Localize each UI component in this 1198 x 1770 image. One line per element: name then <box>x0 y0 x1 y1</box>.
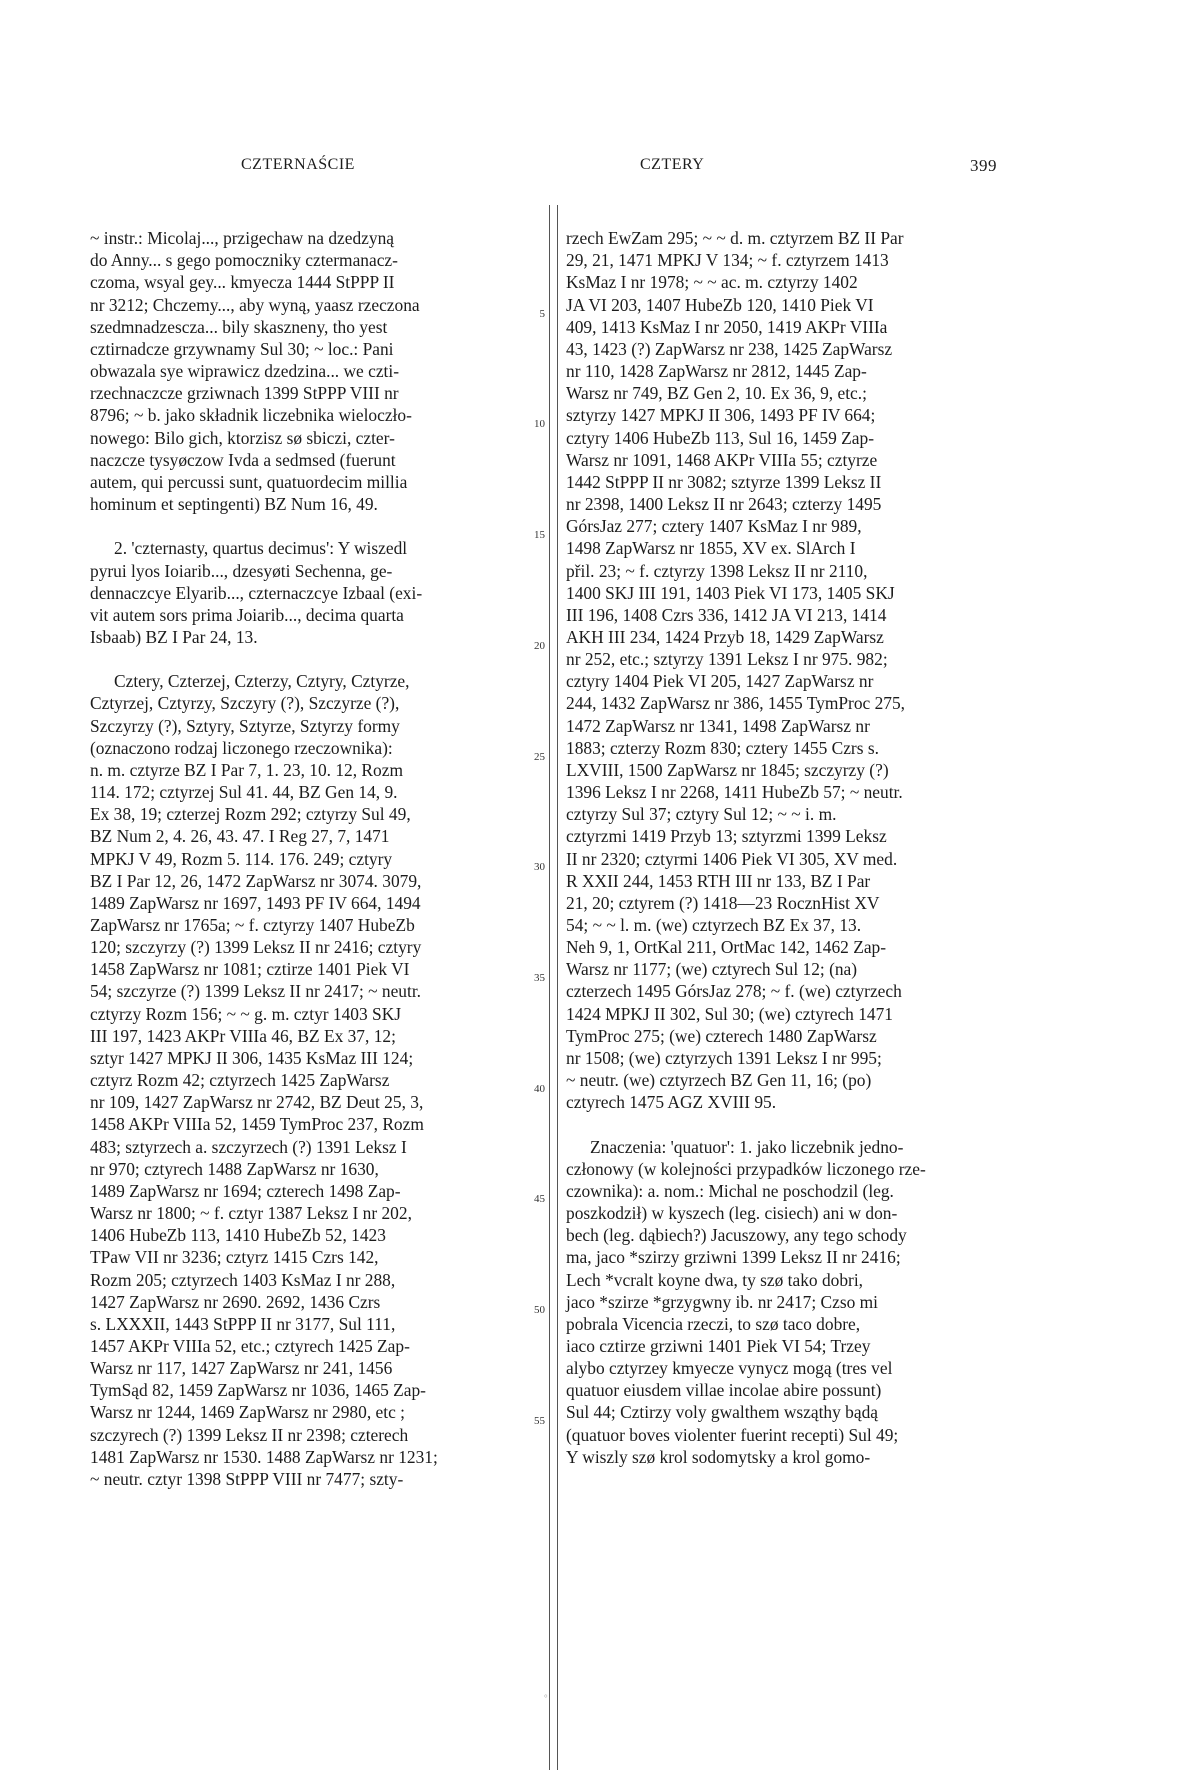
paragraph: rzech EwZam 295; ~ ~ d. m. cztyrzem BZ II Par 29, 21, 1471 MPKJ V 134; ~ f. cztyrzem 1413 KsMaz I nr 1978; ~ ~ ac. m. cztyrzy 1402 JA VI 203, 1407 HubeZb 120, 1410 Piek VI 409, 1413 KsMaz I nr 2050, 1419 AKPr VIIIa 43, 1423 (?) ZapWarsz nr 238, 1425 ZapWarsz nr 110, 1428 ZapWarsz nr 2812, 1445 Zap- Warsz nr 749, BZ Gen 2, 10. Ex 36, 9, etc.; sztyrzy 1427 MPKJ II 306, 1493 PF IV 664; cztyry 1406 HubeZb 113, Sul 16, 1459 Zap- Warsz nr 1091, 1468 AKPr VIIIa 55; cztyrze 1442 StPPP II nr 3082; sztyrze 1399 Leksz II nr 2398, 1400 Leksz II nr 2643; czterzy 1495 GórsJaz 277; cztery 1407 KsMaz I nr 989, 1498 ZapWarsz nr 1855, XV ex. SlArch I přil. 23; ~ f. cztyrzy 1398 Leksz II nr 2110, 1400 SKJ III 191, 1403 Piek VI 173, 1405 SKJ III 196, 1408 Czrs 336, 1412 JA VI 213, 1414 AKH III 234, 1424 Przyb 18, 1429 ZapWarsz nr 252, etc.; sztyrzy 1391 Leksz I nr 975. 982; cztyry 1404 Piek VI 205, 1427 ZapWarsz nr 244, 1432 ZapWarsz nr 386, 1455 TymProc 275, 1472 ZapWarsz nr 1341, 1498 ZapWarsz nr 1883; czterzy Rozm 830; cztery 1455 Czrs s. LXVIII, 1500 ZapWarsz nr 1845; szczyrzy (?) 1396 Leksz I nr 2268, 1411 HubeZb 57; ~ neutr. cztyrzy Sul 37; cztyry Sul 12; ~ ~ i. m. cztyrzmi 1419 Przyb 13; sztyrzmi 1399 Leksz II nr 2320; cztyrmi 1406 Piek VI 305, XV med. R XXII 244, 1453 RTH III nr 133, BZ I Par 21, 20; cztyrem (?) 1418—23 RocznHist XV 54; ~ ~ l. m. (we) cztyrzech BZ Ex 37, 13. Neh 9, 1, OrtKal 211, OrtMac 142, 1462 Zap- Warsz nr 1177; (we) cztyrech Sul 12; (na) czterzech 1495 GórsJaz 278; ~ f. (we) cztyrzech 1424 MPKJ II 302, Sul 30; (we) cztyrech 1471 TymProc 275; (we) czterech 1480 ZapWarsz nr 1508; (we) cztyrzych 1391 Leksz I nr 995; ~ neutr. (we) cztyrzech BZ Gen 11, 16; (po) cztyrech 1475 AGZ XVIII 95. <box>566 228 906 1113</box>
running-head-center: CZTERY <box>640 156 705 173</box>
line-number: 50 <box>534 1304 545 1316</box>
line-number: 35 <box>534 972 545 984</box>
line-number: 20 <box>534 640 545 652</box>
bottom-mark: ° <box>544 1693 548 1703</box>
column-left <box>90 205 538 1512</box>
column-right <box>566 205 1014 1490</box>
line-number: 25 <box>534 751 545 763</box>
line-number: 15 <box>534 529 545 541</box>
line-number: 45 <box>534 1193 545 1205</box>
running-head-left: CZTERNAŚCIE <box>241 156 355 173</box>
line-number: 30 <box>534 861 545 873</box>
column-divider-right <box>557 205 558 1770</box>
line-number: 40 <box>534 1083 545 1095</box>
paragraph: Cztery, Czterzej, Czterzy, Cztyry, Cztyrze, Cztyrzej, Cztyrzy, Szczyry (?), Szczyrze (?), Szczyrzy (?), Sztyry, Sztyrze, Sztyrzy formy (oznaczono rodzaj liczonego rzeczownika): n. m. cztyrze BZ I Par 7, 1. 23, 10. 12, Rozm 114. 172; cztyrzej Sul 41. 44, BZ Gen 14, 9. Ex 38, 19; czterzej Rozm 292; cztyrzy Sul 49, BZ Num 2, 4. 26, 43. 47. I Reg 27, 7, 1471 MPKJ V 49, Rozm 5. 114. 176. 249; cztyry BZ I Par 12, 26, 1472 ZapWarsz nr 3074. 3079, 1489 ZapWarsz nr 1697, 1493 PF IV 664, 1494 ZapWarsz nr 1765a; ~ f. cztyrzy 1407 HubeZb 120; szczyrzy (?) 1399 Leksz II nr 2416; cztyry 1458 ZapWarsz nr 1081; cztirze 1401 Piek VI 54; szczyrze (?) 1399 Leksz II nr 2417; ~ neutr. cztyrzy Rozm 156; ~ ~ g. m. cztyr 1403 SKJ III 197, 1423 AKPr VIIIa 46, BZ Ex 37, 12; sztyr 1427 MPKJ II 306, 1435 KsMaz III 124; cztyrz Rozm 42; cztyrzech 1425 ZapWarsz nr 109, 1427 ZapWarsz nr 2742, BZ Deut 25, 3, 1458 AKPr VIIIa 52, 1459 TymProc 237, Rozm 483; sztyrzech a. szczyrzech (?) 1391 Leksz I nr 970; cztyrech 1488 ZapWarsz nr 1630, 1489 ZapWarsz nr 1694; czterech 1498 Zap- Warsz nr 1800; ~ f. cztyr 1387 Leksz I nr 202, 1406 HubeZb 113, 1410 HubeZb 52, 1423 TPaw VII nr 3236; cztyrz 1415 Czrs 142, Rozm 205; cztyrzech 1403 KsMaz I nr 288, 1427 ZapWarsz nr 2690. 2692, 1436 Czrs s. LXXXII, 1443 StPPP II nr 3177, Sul 111, 1457 AKPr VIIIa 52, etc.; cztyrech 1425 Zap- Warsz nr 117, 1427 ZapWarsz nr 241, 1456 TymSąd 82, 1459 ZapWarsz nr 1036, 1465 Zap- Warsz nr 1244, 1469 ZapWarsz nr 2980, etc ; szczyrech (?) 1399 Leksz II nr 2398; czterech 1481 ZapWarsz nr 1530. 1488 ZapWarsz nr 1231; ~ neutr. cztyr 1398 StPPP VIII nr 7477; szty- <box>90 671 438 1489</box>
paragraph: ~ instr.: Micolaj..., przigechaw na dzedzyną do Anny... s gego pomoczniky cztermanacz- czoma, wsyal gey... kmyecza 1444 StPPP II nr 3212; Chczemy..., aby wyną, yaasz rzeczona szedmnadzescza... bily skaszneny, tho yest cztirnadcze grzywnamy Sul 30; ~ loc.: Pani obwazala sye wiprawicz dzedzina... we czti- rzechnaczcze grziwnach 1399 StPPP VIII nr 8796; ~ b. jako składnik liczebnika wieloczło- nowego: Bilo gich, ktorzisz sø sbiczi, czter- naczcze tysyøczow Ivda a sedmsed (fuerunt autem, qui percussi sunt, quatuordecim millia hominum et septingenti) BZ Num 16, 49. <box>90 228 420 515</box>
paragraph: 2. 'czternasty, quartus decimus': Y wiszedl pyrui lyos Ioiarib..., dzesyøti Sechenna, ge- dennaczcye Elyarib..., czternaczcye Izbaal (exi- vit autem sors prima Joiarib..., decima quarta Isbaab) BZ I Par 24, 13. <box>90 538 423 647</box>
page-number: 399 <box>970 156 997 175</box>
line-number: 10 <box>534 418 545 430</box>
paragraph: Znaczenia: 'quatuor': 1. jako liczebnik jedno- członowy (w kolejności przypadków liczonego rze- czownika): a. nom.: Michal ne poschodzil (leg. poszkodził) w kyszech (leg. cisiech) ani w don- bech (leg. dąbiech?) Jacuszowy, any tego schody ma, jaco *szirzy grziwni 1399 Leksz II nr 2416; Lech *vcralt koyne dwa, ty szø tako dobri, jaco *szirze *grzygwny ib. nr 2417; Czso mi pobrala Vicencia rzeczi, to szø taco dobre, iaco cztirze grziwni 1401 Piek VI 54; Trzey alybo cztyrzey kmyecze vynycz mogą (tres vel quatuor eiusdem villae incolae abire possunt) Sul 44; Cztirzy voly gwalthem wsząthy bądą (quatuor boves violenter fuerint recepti) Sul 49; Y wiszly szø krol sodomytsky a krol gomo- <box>566 1136 926 1467</box>
column-divider-left <box>549 205 550 1770</box>
line-number: 5 <box>539 308 545 320</box>
line-number: 55 <box>534 1415 545 1427</box>
